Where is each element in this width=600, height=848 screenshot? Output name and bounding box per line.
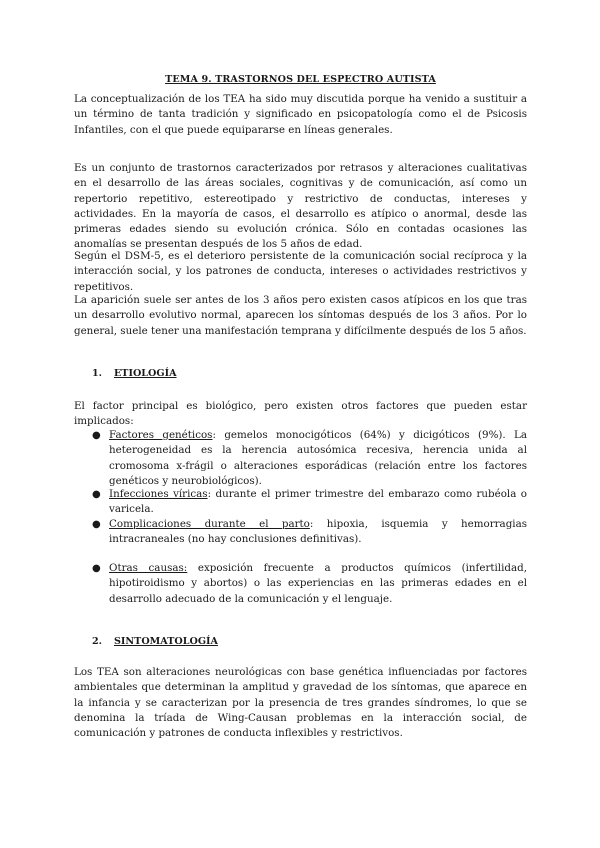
bullet-separator: : [309, 518, 327, 530]
bullet-text: exposición frecuente a productos químicos (infertilidad, hipotiroidismo y abortos) o las experiencias en las primeras edades en el desarrollo adecuado de la comunicación y el lenguaje. [109, 562, 527, 605]
bullet-term: Complicaciones durante el parto [109, 518, 310, 530]
intro-paragraph-3: Según el DSM-5, es el deterioro persistente de la comunicación social recíproca y la interacción social, y los patrones de conducta, intereses o actividades restrictivos y repetitivos. [74, 250, 527, 293]
bullet-term: Factores genéticos [109, 429, 213, 441]
bullet-term: Otras causas: [109, 562, 188, 574]
bullet-term: Infecciones víricas [109, 488, 208, 500]
bullet-body [109, 428, 527, 489]
bullet-text: hipoxia, isquemia y hemorragias intracraneales (no hay conclusiones definitivas). [109, 518, 527, 546]
bullet-separator: : [212, 429, 225, 441]
intro-paragraph-4: La aparición suele ser antes de los 3 años pero existen casos atípicos en los que tras un desarrollo evolutivo normal, aparecen los síntomas después de los 3 años. Por lo general, suele tener una manifestación temprana y difícilmente después de los 5 años. [74, 294, 527, 337]
bullet-body [109, 561, 527, 607]
section-number: 2. [92, 636, 103, 647]
bullet-text: gemelos monocigóticos (64%) y dicigóticos (9%). La heterogeneidad es la herencia autosómica recesiva, herencia unida al cromosoma x-frágil o alteraciones esporádicas (relación entre los factores genéticos y neurobiológicos). [109, 429, 528, 487]
section-number: 1. [92, 368, 103, 379]
etiologia-lead: El factor principal es biológico, pero existen otros factores que pueden estar implicados: [74, 400, 527, 428]
bullet-icon: ● [92, 519, 101, 530]
bullet-separator [187, 562, 198, 574]
bullet-body [109, 487, 527, 518]
document-title: TEMA 9. TRASTORNOS DEL ESPECTRO AUTISTA [165, 74, 436, 85]
section-heading-sintomatologia [92, 636, 218, 647]
bullet-icon: ● [92, 563, 101, 574]
section-heading-etiologia [92, 368, 177, 379]
bullet-body [109, 517, 527, 548]
bullet-icon: ● [92, 430, 101, 441]
bullet-separator: : [207, 488, 216, 500]
section-title: ETIOLOGÍA [114, 368, 177, 379]
bullet-icon: ● [92, 489, 101, 500]
sintomatologia-paragraph: Los TEA son alteraciones neurológicas con base genética influenciadas por factores ambientales que determinan la amplitud y gravedad de los síntomas, que aparece en la infancia y se caracterizan por la presencia de tres grandes síndromes, lo que se denomina la tríada de Wing-Causan problemas en la interacción social, de comunicación y patrones de conducta inflexibles y restrictivos. [74, 666, 527, 740]
bullet-text: durante el primer trimestre del embarazo como rubéola o varicela. [109, 488, 527, 516]
intro-paragraph-1: La conceptualización de los TEA ha sido muy discutida porque ha venido a sustituir a un término de tanta tradición y significado en psicopatología como el de Psicosis Infantiles, con el que puede equipararse en líneas generales. [74, 93, 527, 136]
section-title: SINTOMATOLOGÍA [114, 636, 218, 647]
intro-paragraph-2: Es un conjunto de trastornos caracterizados por retrasos y alteraciones cualitativas en el desarrollo de las áreas sociales, cognitivas y de comunicación, así como un repertorio repetitivo, estereotipado y restrictivo de conductas, intereses y actividades. En la mayoría de casos, el desarrollo es atípico o anormal, desde las primeras edades siendo su evolución crónica. Sólo en contadas ocasiones las anomalías se presentan después de los 5 años de edad. [74, 162, 527, 251]
